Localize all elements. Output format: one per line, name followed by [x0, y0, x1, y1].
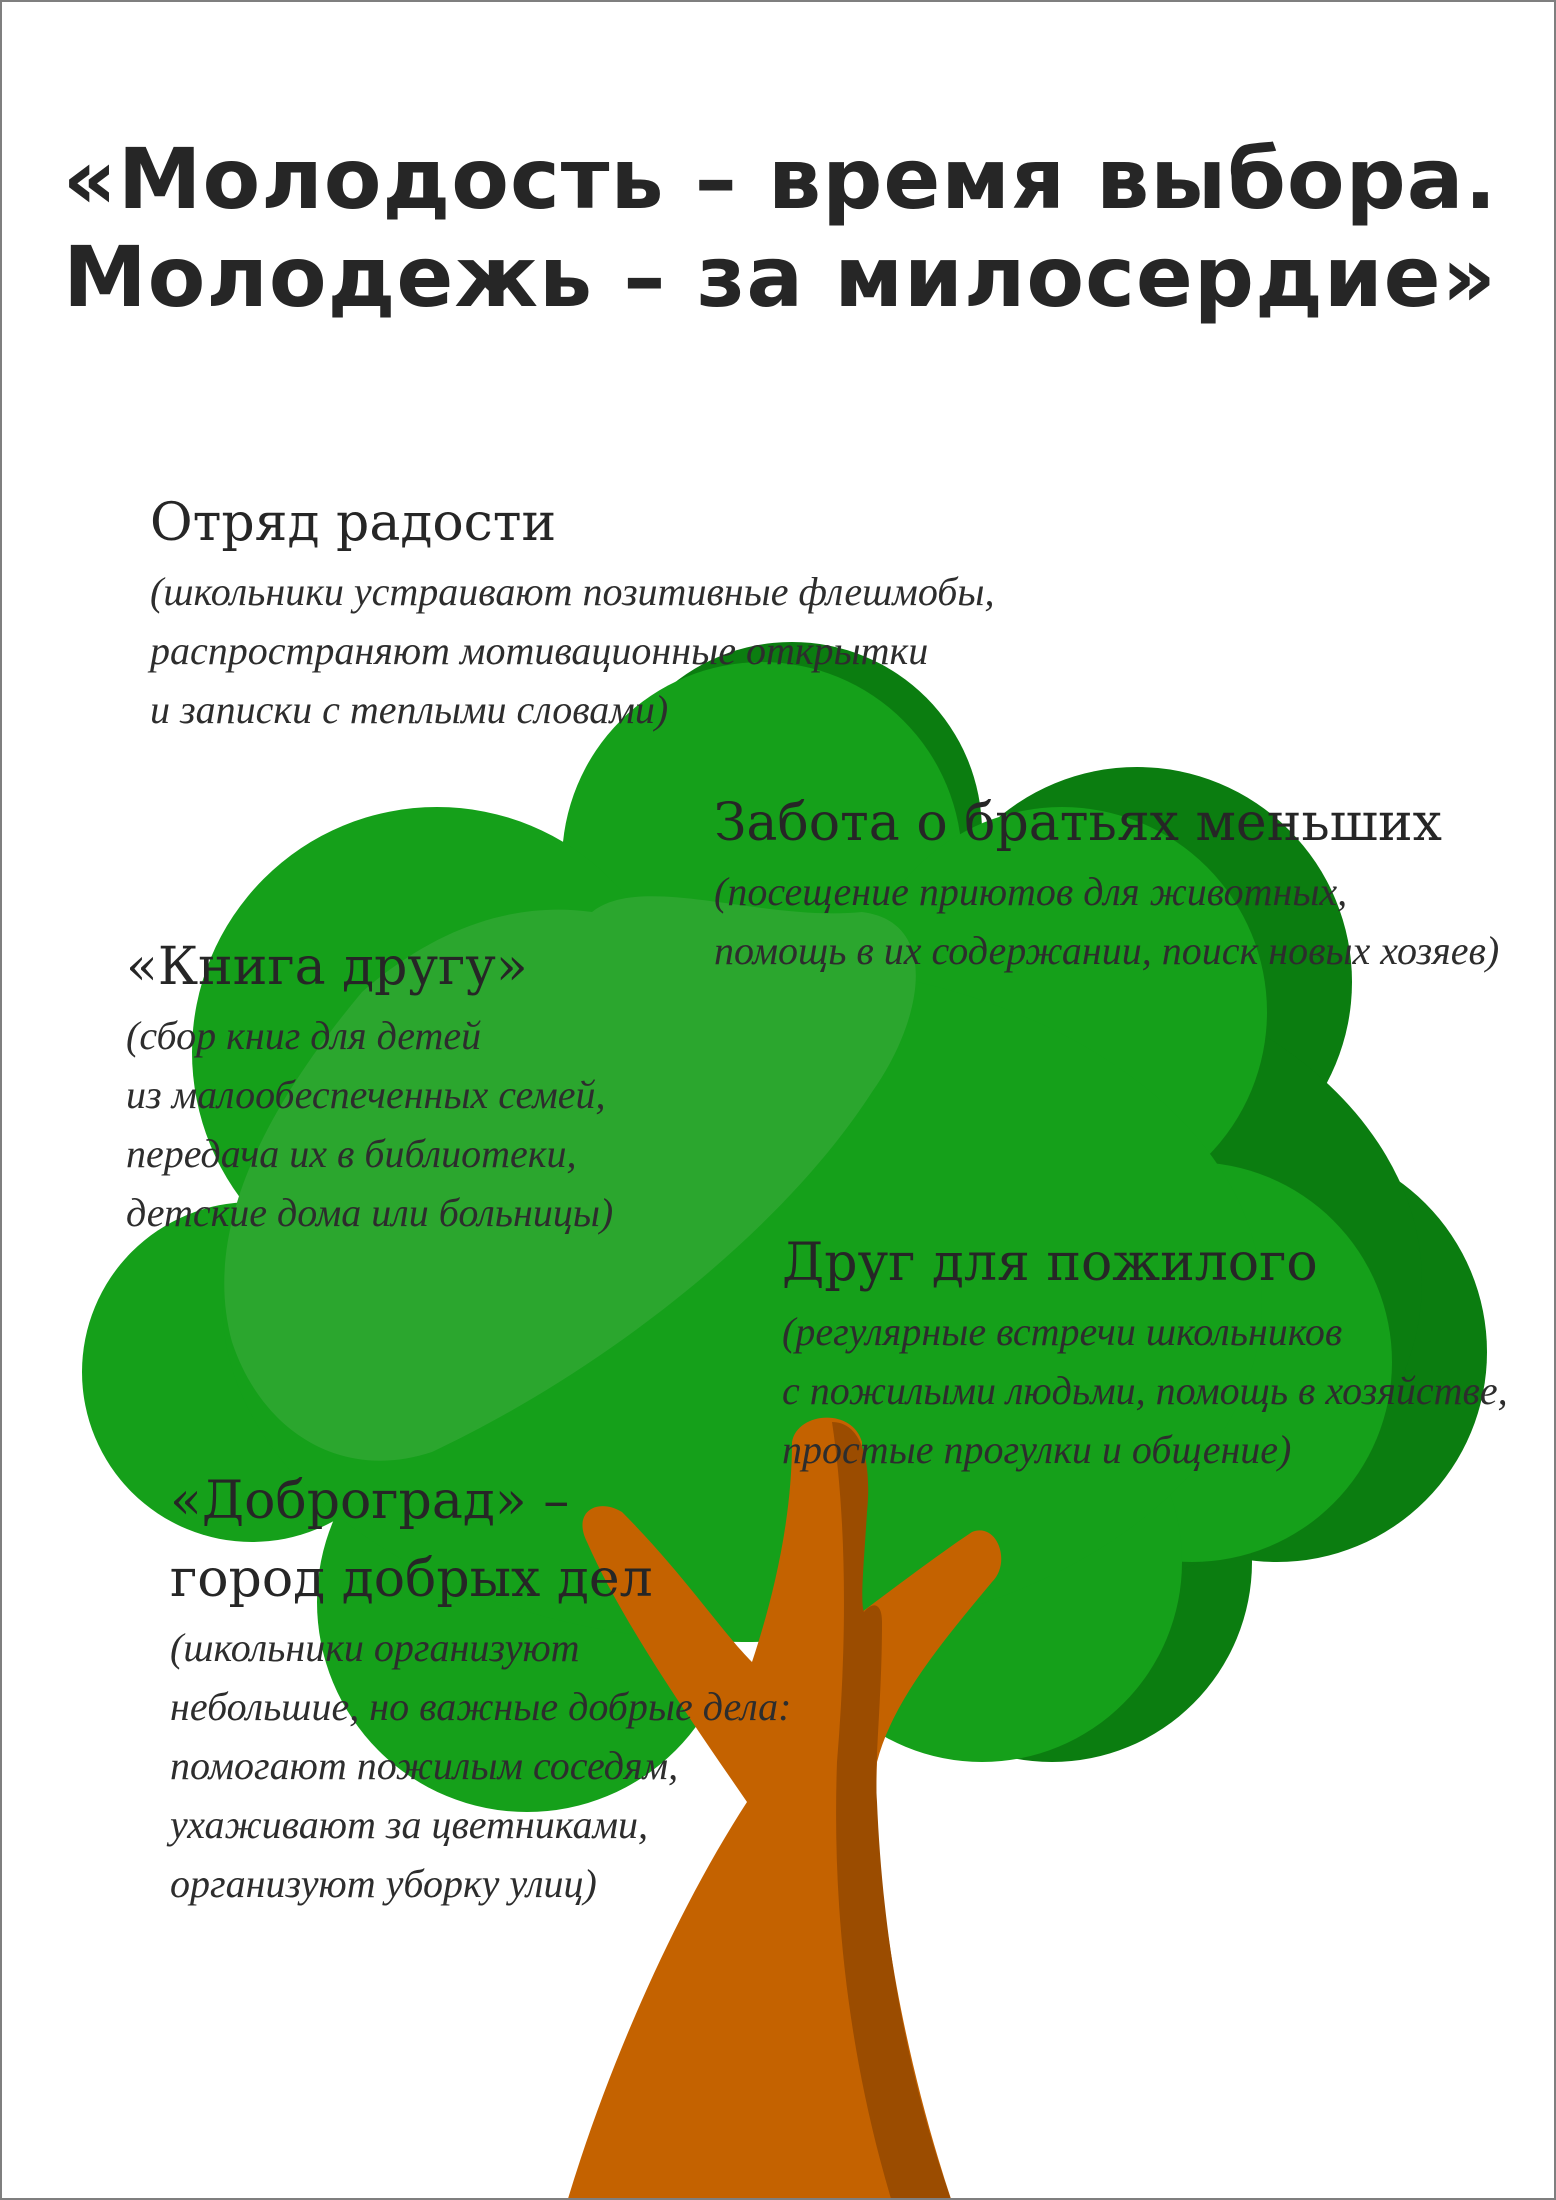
book-friend-heading: «Книга другу»	[126, 937, 528, 997]
elderly-friend-desc-line-1: (регулярные встречи школьников	[782, 1309, 1343, 1354]
elderly-friend-block	[782, 1224, 1508, 1479]
joy-squad-desc-line-1: (школьники устраивают позитивные флешмобы,	[150, 569, 995, 614]
book-friend-block	[126, 928, 613, 1242]
dobrograd-desc-line-4: ухаживают за цветниками,	[170, 1802, 649, 1847]
poster-title-line-2: Молодежь – за милосердие»	[63, 228, 1497, 327]
elderly-friend-desc-line-2: с пожилыми людьми, помощь в хозяйстве,	[782, 1368, 1508, 1413]
joy-squad-desc-line-2: распространяют мотивационные открытки	[150, 628, 929, 673]
book-friend-desc-line-3: передача их в библиотеки,	[126, 1131, 577, 1176]
book-friend-desc-line-4: детские дома или больницы)	[126, 1190, 614, 1235]
animal-care-heading: Забота о братьях меньших	[714, 793, 1442, 853]
dobrograd-block	[170, 1462, 791, 1913]
animal-care-desc-line-1: (посещение приютов для животных,	[714, 869, 1348, 914]
book-friend-desc-line-1: (сбор книг для детей	[126, 1013, 482, 1058]
animal-care-desc-line-2: помощь в их содержании, поиск новых хозяев)	[714, 928, 1500, 973]
joy-squad-heading: Отряд радости	[150, 493, 557, 553]
dobrograd-desc-line-5: организуют уборку улиц)	[170, 1861, 597, 1906]
animal-care-block	[714, 784, 1499, 980]
dobrograd-desc-line-3: помогают пожилым соседям,	[170, 1743, 679, 1788]
elderly-friend-heading: Друг для пожилого	[782, 1233, 1318, 1293]
dobrograd-desc-line-1: (школьники организуют	[170, 1625, 580, 1670]
joy-squad-desc-line-3: и записки с теплыми словами)	[150, 687, 669, 732]
joy-squad-block	[150, 484, 995, 739]
poster-title-line-1: «Молодость – время выбора.	[62, 130, 1498, 229]
dobrograd-heading-line-1: «Доброград» –	[170, 1471, 570, 1531]
book-friend-desc-line-2: из малообеспеченных семей,	[126, 1072, 606, 1117]
poster-title	[2, 130, 1556, 326]
dobrograd-desc-line-2: небольшие, но важные добрые дела:	[170, 1684, 792, 1729]
elderly-friend-desc-line-3: простые прогулки и общение)	[782, 1427, 1292, 1472]
dobrograd-heading-line-2: город добрых дел	[170, 1549, 653, 1609]
